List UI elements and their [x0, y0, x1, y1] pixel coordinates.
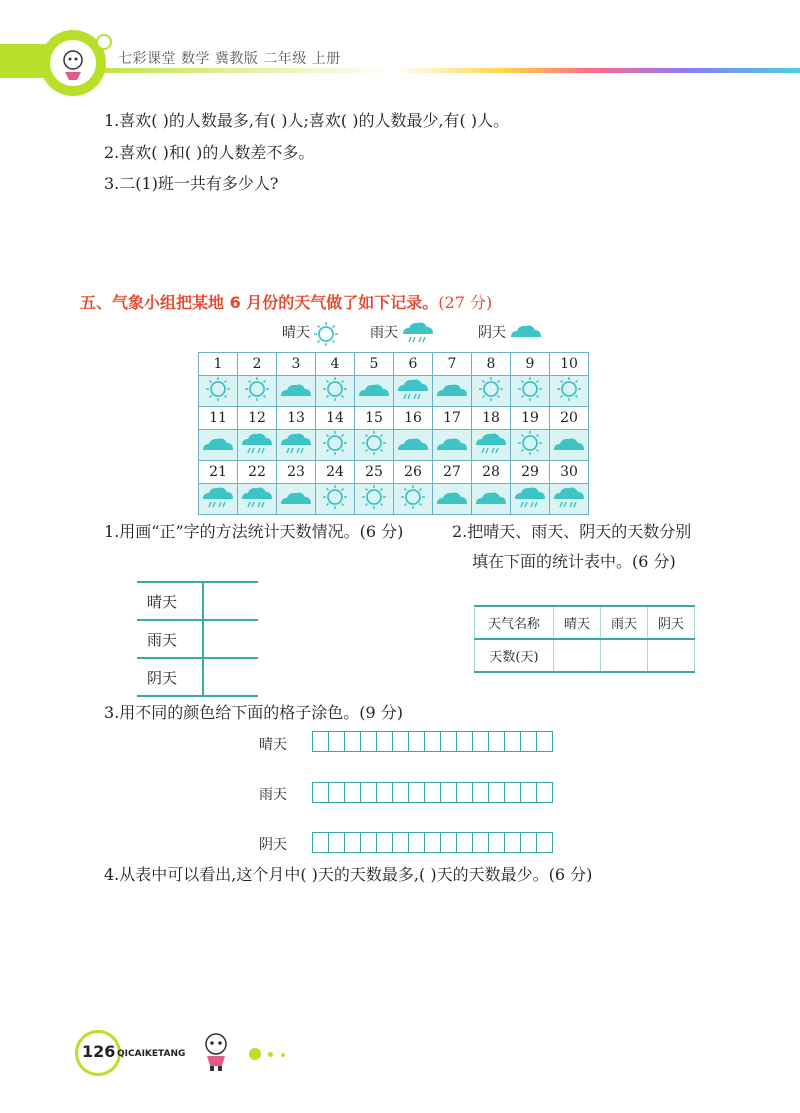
- question-line: 2.喜欢( )和( )的人数差不多。: [104, 143, 315, 162]
- cloud-icon: [508, 320, 544, 340]
- mascot-icon: [50, 40, 96, 86]
- calendar-day-number: 17: [433, 407, 472, 430]
- brand-text: QICAIKETANG: [117, 1049, 186, 1059]
- sun-icon: [472, 376, 511, 407]
- footer-dot-icon: [281, 1053, 285, 1057]
- calendar-day-number: 15: [355, 407, 394, 430]
- sun-icon: [316, 376, 355, 407]
- rain-icon: [199, 484, 238, 515]
- sun-icon: [394, 484, 433, 515]
- tally-cell[interactable]: [203, 582, 258, 620]
- sun-icon: [511, 430, 550, 461]
- legend-rain: [370, 322, 398, 342]
- calendar-day-number: 8: [472, 353, 511, 376]
- sun-icon: [313, 321, 339, 347]
- legend-cloud: [478, 322, 506, 342]
- calendar-day-number: 14: [316, 407, 355, 430]
- sun-icon: [238, 376, 277, 407]
- sun-icon: [355, 484, 394, 515]
- mascot-icon: [198, 1030, 234, 1076]
- tally-table: [137, 581, 258, 697]
- cloud-icon: [355, 376, 394, 407]
- legend-label: 雨天: [370, 325, 398, 341]
- calendar-day-number: 20: [550, 407, 589, 430]
- legend-sun: [282, 322, 310, 342]
- tally-label: 晴天: [137, 582, 203, 620]
- rain-icon: [394, 376, 433, 407]
- stat-header: 阴天: [648, 606, 695, 639]
- calendar-day-number: 25: [355, 461, 394, 484]
- header-title: 七彩课堂 数学 冀教版 二年级 上册: [118, 51, 341, 67]
- color-grid-sunny[interactable]: [312, 731, 552, 752]
- sun-icon: [550, 376, 589, 407]
- calendar-day-number: 22: [238, 461, 277, 484]
- color-grid-cloudy[interactable]: [312, 832, 552, 853]
- stat-cell[interactable]: [554, 639, 601, 672]
- calendar-day-number: 28: [472, 461, 511, 484]
- question-line: 3.二(1)班一共有多少人?: [104, 174, 279, 193]
- footer-dot-icon: [268, 1052, 273, 1057]
- calendar-day-number: 23: [277, 461, 316, 484]
- legend-label: 阴天: [478, 325, 506, 341]
- cloud-icon: [433, 484, 472, 515]
- sun-icon: [316, 484, 355, 515]
- rain-icon: [550, 484, 589, 515]
- weather-calendar: [198, 352, 589, 515]
- rain-icon: [277, 430, 316, 461]
- cloud-icon: [433, 376, 472, 407]
- stat-table: [474, 605, 695, 673]
- rain-icon: [238, 484, 277, 515]
- sun-icon: [511, 376, 550, 407]
- calendar-day-number: 3: [277, 353, 316, 376]
- tally-label: 阴天: [137, 658, 203, 696]
- stat-header: 雨天: [601, 606, 648, 639]
- calendar-day-number: 16: [394, 407, 433, 430]
- calendar-day-number: 11: [199, 407, 238, 430]
- calendar-day-number: 24: [316, 461, 355, 484]
- tally-cell[interactable]: [203, 620, 258, 658]
- grid-label: 雨天: [259, 787, 287, 803]
- calendar-day-number: 9: [511, 353, 550, 376]
- calendar-day-number: 2: [238, 353, 277, 376]
- grid-label: 阴天: [259, 837, 287, 853]
- calendar-day-number: 30: [550, 461, 589, 484]
- question-3: 3.用不同的颜色给下面的格子涂色。(9 分): [104, 703, 404, 722]
- calendar-day-number: 26: [394, 461, 433, 484]
- calendar-day-number: 7: [433, 353, 472, 376]
- grid-label: 晴天: [259, 737, 287, 753]
- color-grid-rainy[interactable]: [312, 782, 552, 803]
- question-2-line1: 2.把晴天、雨天、阴天的天数分别: [452, 522, 692, 541]
- calendar-day-number: 1: [199, 353, 238, 376]
- cloud-icon: [199, 430, 238, 461]
- calendar-day-number: 18: [472, 407, 511, 430]
- calendar-day-number: 4: [316, 353, 355, 376]
- section-title-text: 五、气象小组把某地 6 月份的天气做了如下记录。: [80, 293, 439, 312]
- cloud-icon: [277, 376, 316, 407]
- question-4: 4.从表中可以看出,这个月中( )天的天数最多,( )天的天数最少。(6 分): [104, 865, 593, 884]
- question-1: 1.用画“正”字的方法统计天数情况。(6 分): [104, 522, 404, 541]
- section-points: (27 分): [438, 293, 493, 312]
- cloud-icon: [472, 484, 511, 515]
- cloud-icon: [277, 484, 316, 515]
- cloud-icon: [394, 430, 433, 461]
- calendar-day-number: 6: [394, 353, 433, 376]
- cloud-icon: [550, 430, 589, 461]
- calendar-day-number: 13: [277, 407, 316, 430]
- footer-dot-icon: [249, 1048, 261, 1060]
- sun-icon: [316, 430, 355, 461]
- stat-header: 天气名称: [475, 606, 554, 639]
- calendar-day-number: 10: [550, 353, 589, 376]
- tally-cell[interactable]: [203, 658, 258, 696]
- stat-cell[interactable]: [601, 639, 648, 672]
- calendar-day-number: 21: [199, 461, 238, 484]
- stat-row-label: 天数(天): [475, 639, 554, 672]
- rain-icon: [400, 320, 436, 346]
- stat-header: 晴天: [554, 606, 601, 639]
- tally-label: 雨天: [137, 620, 203, 658]
- page-number: 126: [82, 1042, 116, 1061]
- question-line: 1.喜欢( )的人数最多,有( )人;喜欢( )的人数最少,有( )人。: [104, 111, 510, 130]
- calendar-day-number: 27: [433, 461, 472, 484]
- legend-label: 晴天: [282, 325, 310, 341]
- question-2-line2: 填在下面的统计表中。(6 分): [472, 552, 676, 571]
- sun-icon: [199, 376, 238, 407]
- rain-icon: [238, 430, 277, 461]
- rain-icon: [472, 430, 511, 461]
- calendar-day-number: 12: [238, 407, 277, 430]
- calendar-day-number: 5: [355, 353, 394, 376]
- section-title: [80, 290, 492, 313]
- sun-icon: [355, 430, 394, 461]
- header-dot-icon: [96, 34, 112, 50]
- calendar-day-number: 29: [511, 461, 550, 484]
- rain-icon: [511, 484, 550, 515]
- stat-cell[interactable]: [648, 639, 695, 672]
- calendar-day-number: 19: [511, 407, 550, 430]
- cloud-icon: [433, 430, 472, 461]
